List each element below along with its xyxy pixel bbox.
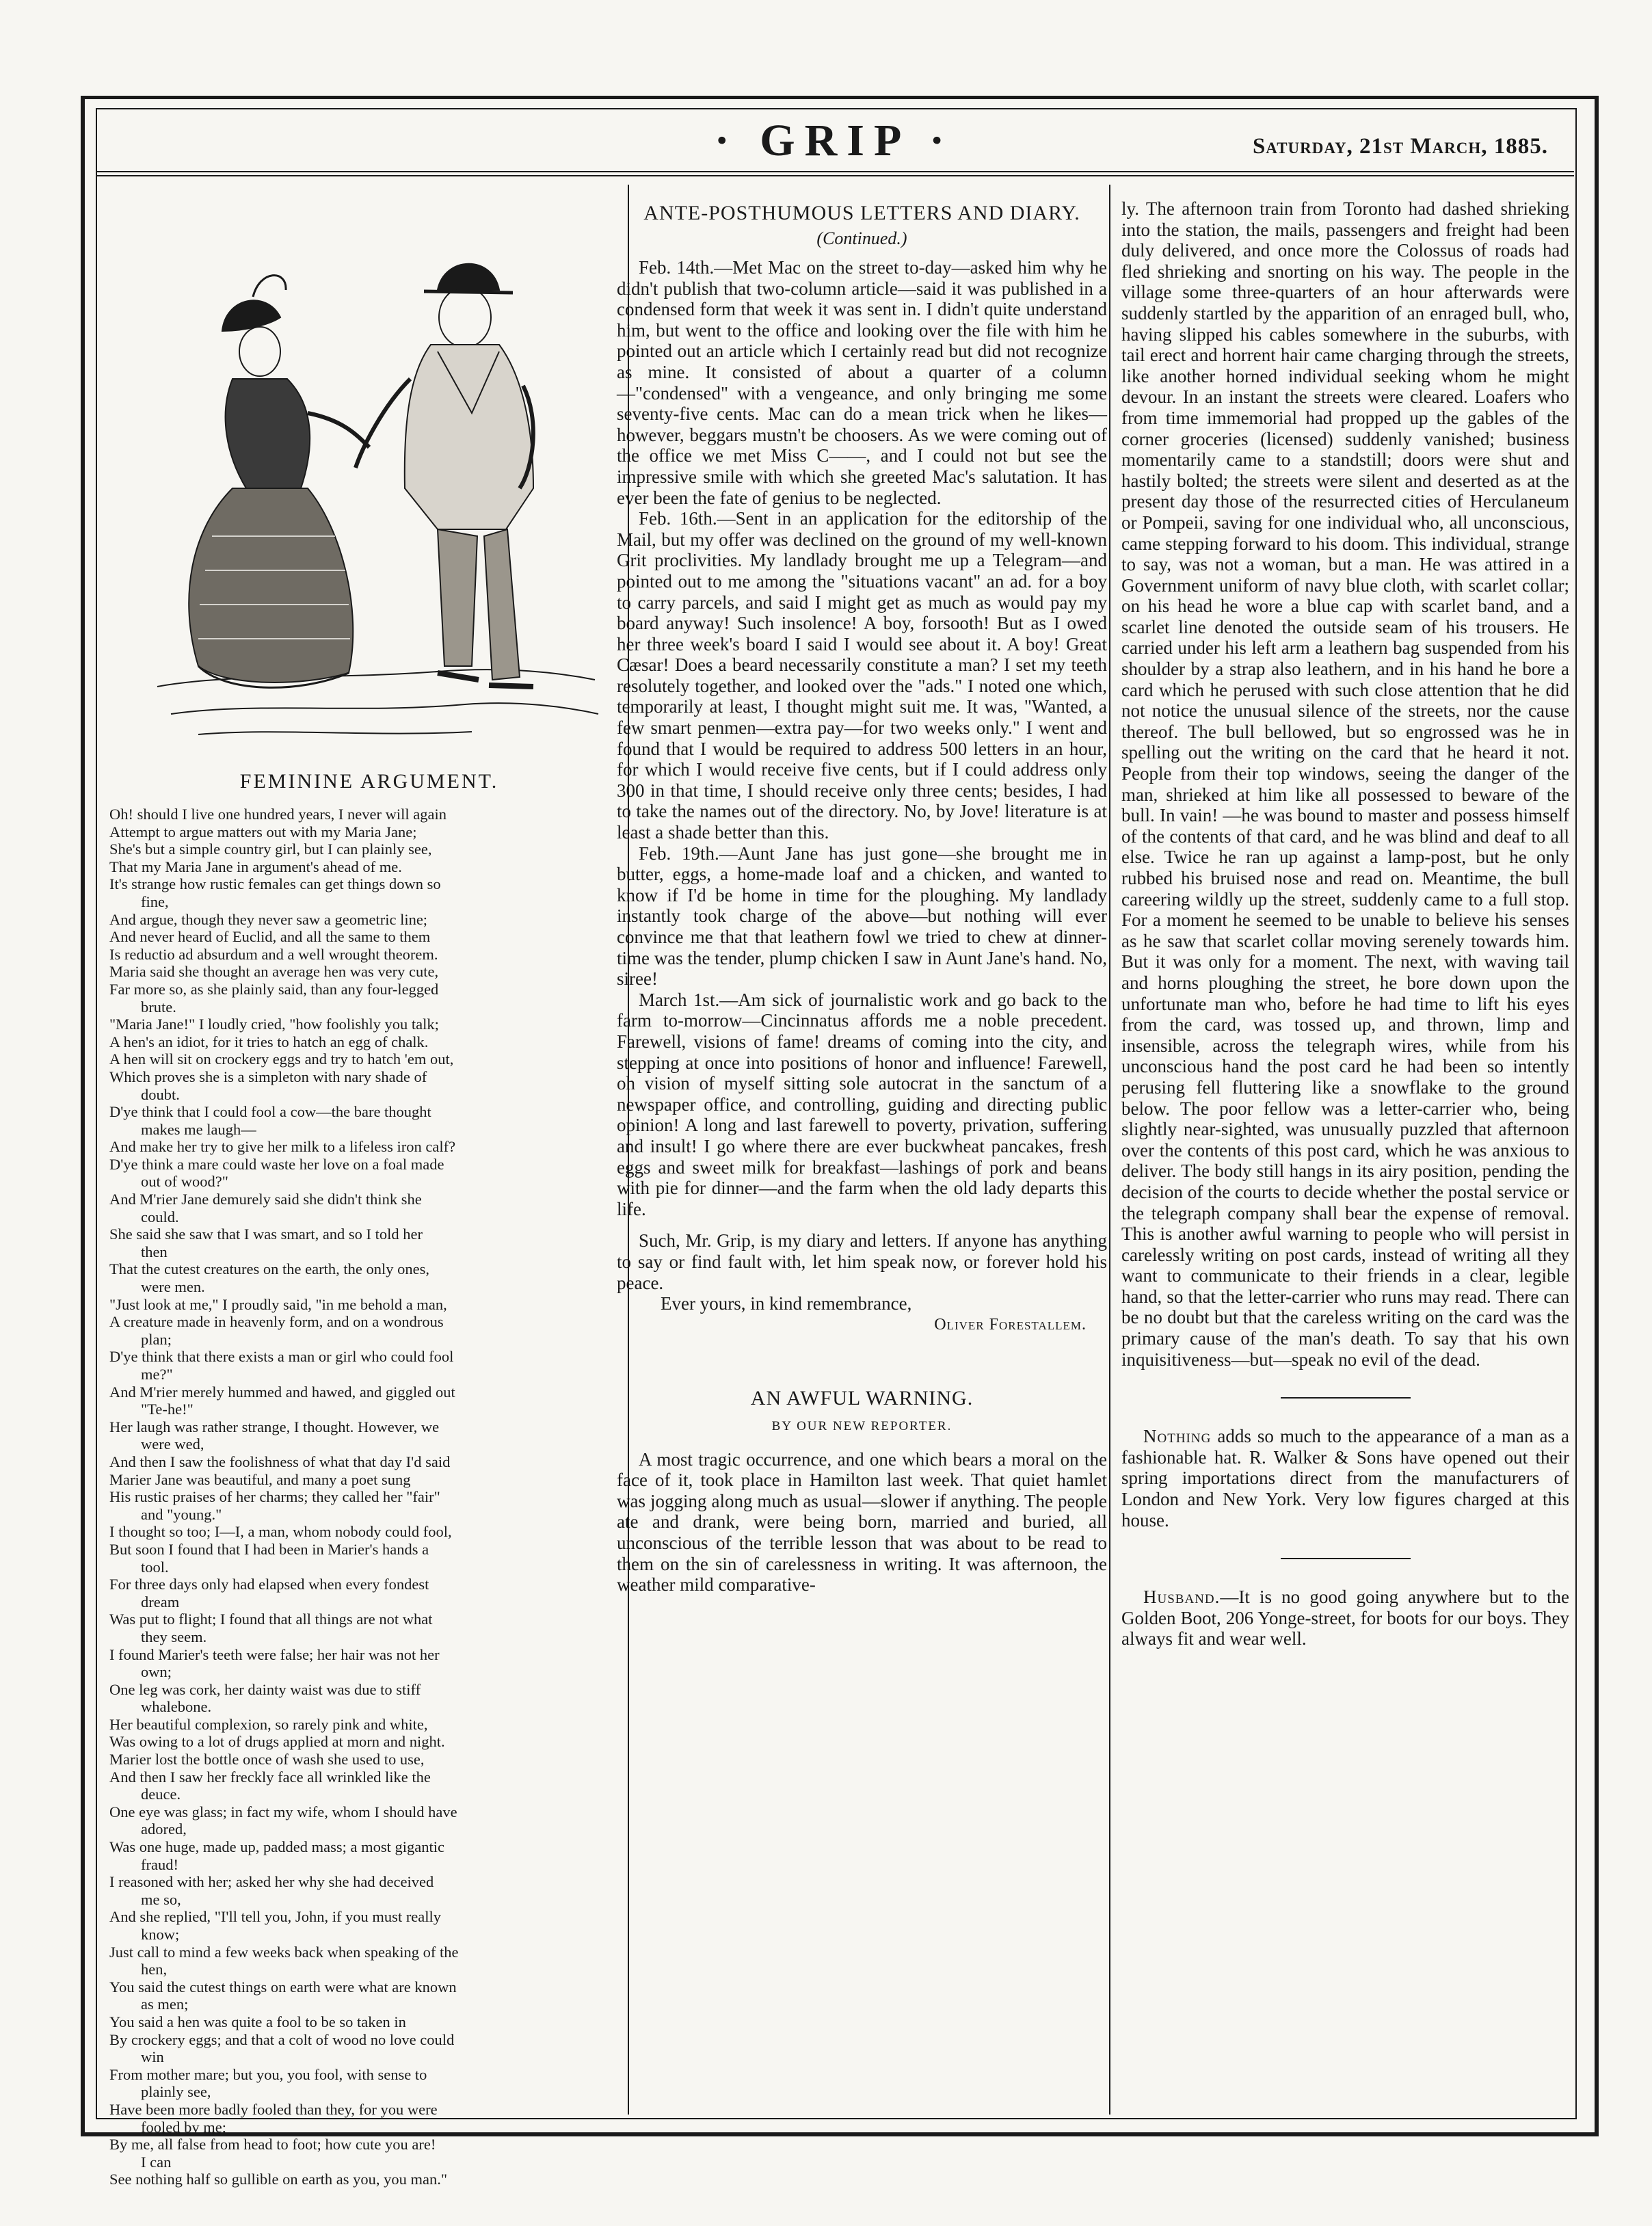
couple-engraving-image [150,242,602,762]
poem-line: Her laugh was rather strange, I thought. However, we [109,1418,440,1435]
poem-line: Marier lost the bottle once of wash she used to use, [109,1751,425,1768]
poem-line: And make her try to give her milk to a lifeless iron calf? [109,1138,456,1156]
poem-line: You said a hen was quite a fool to be so taken in [109,2013,406,2030]
poem-line: win [141,2048,164,2066]
poem-line: Was put to flight; I found that all things are not what [109,1611,433,1628]
poem-line: That the cutest creatures on the earth, the only ones, [109,1260,429,1278]
poem-line: One eye was glass; in fact my wife, whom I should have [109,1803,457,1820]
poem-line: Just call to mind a few weeks back when speaking of the [109,1943,459,1961]
poem-line: But soon I found that I had been in Marier's hands a [109,1540,429,1558]
article-byline: BY OUR NEW REPORTER. [771,1418,952,1433]
poem-line: Her beautiful complexion, so rarely pink and white, [109,1715,428,1733]
poem-line: And then I saw her freckly face all wrinkled like the [109,1768,431,1786]
column-divider [1109,185,1110,2115]
section-divider [1281,1558,1411,1559]
poem-line: me so, [141,1890,181,1908]
article-paragraph: Feb. 16th.—Sent in an application for the editorship of the Mail, but my offer was declined on the ground of my well-known Grit proclivities. My landlady brought me up a Telegram—and pointed out to me among the "situations vacant" an ad. for a boy to carry parcels, and said I might get as much as would pay my board anyway! Such insolence! A boy, forsooth! But as I owed her three week's board I said I would see about it. A boy! Great Cæsar! Does a beard necessarily constitute a man? I set my teeth resolutely together, and looked over the "ads." I noted one which, temporarily at least, I thought might suit me. It was, "Wanted, a few smart penmen—extra pay—for two weeks only." I went and found that I would be required to address 500 letters in an hour, for which I would receive five cents, but if I could address only 300 in that time, I should receive only three cents; besides, I had to take the names out of the directory. No, by Jove! literature is at least a shade better than this. [617,508,1107,843]
middle-column [617,198,1107,2120]
poem-line: And argue, though they never saw a geometric line; [109,910,428,928]
poem-line: D'ye think that there exists a man or girl who could fool [109,1348,454,1366]
poem-line: and "young." [141,1505,222,1523]
poem-line: could. [141,1208,179,1225]
poem-line: "Just look at me," I proudly said, "in me behold a man, [109,1295,447,1313]
poem-line: "Te-he!" [141,1401,194,1418]
poem-line: She's but a simple country girl, but I can plainly see, [109,840,432,858]
poem-line: were men. [141,1278,205,1296]
poem-line: And M'rier merely hummed and hawed, and giggled out [109,1383,455,1401]
poem-line: Marier Jane was beautiful, and many a poet sung [109,1470,411,1488]
poem-line: His rustic praises of her charms; they called her "fair" [109,1488,440,1506]
poem-line: whalebone. [141,1698,212,1716]
left-column [109,198,629,2188]
poem-line: brute. [141,998,176,1016]
poem-line: I reasoned with her; asked her why she had deceived [109,1873,434,1891]
poem-line: out of wood?" [141,1173,228,1191]
poem-line: By me, all false from head to foot; how cute you are! [109,2136,436,2154]
poem-line: Which proves she is a simpleton with nary shade of [109,1068,427,1085]
ad-text: —It is no good going anywhere but to the Golden Boot, 206 Yonge-street, for boots for our boys. They always fit and wear well. [1121,1587,1569,1649]
poem-line: I found Marier's teeth were false; her hair was not her [109,1645,440,1663]
poem-line: then [141,1243,168,1260]
article-title: AN AWFUL WARNING. [750,1386,974,1409]
poem-line: Have been more badly fooled than they, for you were [109,2100,438,2118]
poem-line: "Maria Jane!" I loudly cried, "how foolishly you talk; [109,1016,439,1033]
poem-line: That my Maria Jane in argument's ahead of me. [109,858,402,875]
poem-line: dream [141,1593,180,1611]
poem-line: Is reductio ad absurdum and a well wrought theorem. [109,945,438,963]
poem-title: FEMININE ARGUMENT. [239,770,499,793]
poem-line: Oh! should I live one hundred years, I never will again [109,806,447,823]
article-title: ANTE-POSTHUMOUS LETTERS AND DIARY. [643,202,1080,224]
poem-line: adored, [141,1820,187,1838]
poem-line: Was one huge, made up, padded mass; a most gigantic [109,1838,444,1856]
poem-line: I can [141,2153,172,2171]
poem-line: doubt. [141,1085,180,1103]
ad-lead: Husband. [1143,1587,1221,1608]
poem-line: fooled by me; [141,2118,226,2136]
advertisement [1121,1587,1569,1649]
newspaper-title: · GRIP · [714,116,955,165]
poem-line: From mother mare; but you, you fool, with sense to [109,2065,427,2083]
masthead-rule [96,171,1574,172]
poem-line: A hen's an idiot, for it tries to hatch an egg of chalk. [109,1033,429,1050]
poem-line: they seem. [141,1628,207,1645]
poem-line: hen, [141,1961,168,1978]
poem-line: I thought so too; I—I, a man, whom nobody could fool, [109,1523,452,1541]
article-closing: Ever yours, in kind remembrance, [661,1293,912,1314]
poem-line: And she replied, "I'll tell you, John, if you must really [109,1908,442,1926]
masthead-rule [96,175,1574,176]
poem-line: fine, [141,892,169,910]
poem-line: makes me laugh— [141,1120,256,1138]
poem-line: Was owing to a lot of drugs applied at morn and night. [109,1733,445,1751]
article-paragraph: A most tragic occurrence, and one which bears a moral on the face of it, took place in Hamilton last week. That quiet hamlet was jogging along much as usual—slower if anything. The people ate and drank, were being born, married and buried, all unconscious of the terrible lesson that was about to be read to them on the sin of carelessness in writing. It was afternoon, the weather mild comparative- [617,1448,1107,1595]
poem-line: fraud! [141,1855,178,1873]
poem-line: plainly see, [141,2083,211,2101]
poem-line: Maria said she thought an average hen was very cute, [109,963,439,981]
article-paragraph: Such, Mr. Grip, is my diary and letters. If anyone has anything to say or find fault with, let him speak now, or forever hold his peace. [617,1230,1107,1293]
poem-line: tool. [141,1558,169,1576]
poem-line: By crockery eggs; and that a colt of wood no love could [109,2030,455,2048]
article-paragraph: March 1st.—Am sick of journalistic work and go back to the farm to-morrow—Cincinnatus affords me a noble precedent. Farewell, visions of fame! dreams of coming into the city, and stepping at once into positions of honor and influence! Farewell, oh vision of myself sitting sole autocrat in the sanctum of a newspaper office, and controlling, guiding and directing public opinion! A long and last farewell to poverty, privation, suffering and insult! I go where there are ever buckwheat pancakes, fresh eggs and sweet milk for breakfast—lashings of pork and beans with pie for dinner—and the farm when the old lady departs this life. [617,989,1107,1219]
article-paragraph: Feb. 19th.—Aunt Jane has just gone—she brought me in butter, eggs, a home-made loaf and a chicken, and wanted to know if I'd be home in time for the ploughing. My landlady instantly took charge of the above—but nothing will ever convince me that that leathern fowl we tried to chew at dinner-time was the tender, plump chicken I saw in Aunt Jane's hand. No, siree! [617,843,1107,990]
poem-line: deuce. [141,1786,181,1803]
advertisement [1121,1426,1569,1531]
poem-line: And M'rier Jane demurely said she didn't think she [109,1191,422,1208]
poem-line: own; [141,1663,172,1681]
poem-line: One leg was cork, her dainty waist was due to stiff [109,1680,421,1698]
ad-text: adds so much to the appearance of a man as a fashionable hat. R. Walker & Sons have opened out their spring importations direct from the manufacturers of London and New York. Very low figures charged at this house. [1121,1426,1570,1531]
article-signature: Oliver Forestallem. [934,1315,1087,1334]
poem-line: For three days only had elapsed when every fondest [109,1576,429,1593]
issue-date: Saturday, 21st March, 1885. [1252,134,1548,159]
ad-lead: Nothing [1143,1426,1212,1447]
poem-line: She said she saw that I was smart, and so I told her [109,1225,423,1243]
cartoon-illustration [150,242,602,762]
poem-line: And never heard of Euclid, and all the same to them [109,928,431,946]
poem-line: You said the cutest things on earth were what are known [109,1978,457,1996]
poem-body [109,806,629,2188]
poem-line: D'ye think that I could fool a cow—the bare thought [109,1103,431,1121]
poem-line: Far more so, as she plainly said, than any four-legged [109,980,439,998]
poem-line: It's strange how rustic females can get things down so [109,875,441,893]
poem-line: D'ye think a mare could waste her love on a foal made [109,1155,444,1173]
masthead [103,109,1566,170]
poem-line: me?" [141,1366,173,1383]
poem-line: plan; [141,1330,172,1348]
poem-line: And then I saw the foolishness of what that day I'd said [109,1453,451,1470]
right-column [1121,198,1569,2120]
poem-line: were wed, [141,1435,204,1453]
article-continuation: ly. The afternoon train from Toronto had dashed shrieking into the station, the mails, passengers and freight had been duly delivered, and once more the Colossus of roads had fled shrieking and snorting on his way. The people in the village some three-quarters of an hour afterwards were suddenly startled by the apparition of an enraged bull, who, having slipped his cables somewhere in the suburbs, with tail erect and horrent hair came charging through the streets, like another horned individual seeking whom he might devour. In an instant the streets were cleared. Loafers who from time immemorial had propped up the gables of the corner groceries (licensed) suddenly vanished; business momentarily came to a standstill; doors were shut and hastily bolted; the streets were silent and deserted as at the present day those of the resurrected cities of Herculaneum or Pompeii, saving for one individual who, all unconscious, came stepping forward to his doom. This individual, strange to say, was not a woman, but a man. He was attired in a Government uniform of navy blue cloth, with scarlet collar; on his head he wore a blue cap with scarlet band, and a scarlet line denoted the outside seam of his trousers. He carried under his left arm a leathern bag suspended from his shoulder by a strap also leathern, and in his hand he bore a card which he perused with such close attention that he did not notice the unusual silence of the streets, nor the cause thereof. The bull bellowed, but so engrossed was he in spelling out the writing on the card that he heard it not. People from their top windows, seeing the danger of the man, shrieked at him like all possessed to beware of the bull. In vain! —he was bound to master and possess himself of the contents of that card, and he was blind and deaf to all else. Twice he ran up against a lamp-post, but he only rubbed his bruised nose and read on. Meantime, the bull careering wildly up the street, suddenly came to a full stop. For a moment he seemed to be unable to believe his senses as he saw that scarlet collar moving serenely towards him. But it was only for a moment. The next, with waving tail and horns ploughing the street, he bore down upon the unfortunate man who, before he had time to lift his eyes from the card, was tossed up, and thrown, limp and insensible, across the telegraph wires, while from his unconscious hand the post card he had been so intently perusing fell fluttering like a snowflake to the ground below. The poor fellow was a letter-carrier who, being slightly near-sighted, was unusually puzzled that afternoon over the contents of this post card, which he was anxious to deliver. The body still hangs in its airy position, pending the decision of the courts to decide whether the postal service or the telegraph company shall bear the expense of removal. This is another awful warning to people who will persist in carelessly writing on post cards, instead of writing all they want to communicate to their friends in a clear, legible hand, so that the letter-carrier who runs may read. There can be no doubt but that the careless writing on the card was the primary cause of the man's death. To say that his own inquisitiveness—but—speak no evil of the dead. [1121,198,1569,1370]
poem-line: as men; [141,1996,189,2013]
poem-line: Attempt to argue matters out with my Maria Jane; [109,823,417,840]
poem-line: A creature made in heavenly form, and on a wondrous [109,1313,444,1331]
poem-line: See nothing half so gullible on earth as you, you man." [109,2171,448,2188]
article-paragraph: Feb. 14th.—Met Mac on the street to-day—asked him why he didn't publish that two-column article—said it was published in a condensed form that week it was sent in. I didn't quite understand him, but went to the office and looking over the file with him he pointed out an article which I certainly read but did not recognize as mine. It consisted of about a quarter of a column—"condensed" with a vengeance, and only bringing me some seventy-five cents. Mac can do a mean trick when he likes—however, beggars mustn't be choosers. As we were coming out of the office we met Miss C——, and I could not but see the impressive smile with which she greeted Mac's salutation. It has ever been the fate of genius to be neglected. [617,257,1107,508]
poem-line: A hen will sit on crockery eggs and try to hatch 'em out, [109,1050,454,1068]
section-divider [1281,1397,1411,1399]
poem-line: know; [141,1926,180,1943]
article-subtitle: (Continued.) [816,228,907,248]
